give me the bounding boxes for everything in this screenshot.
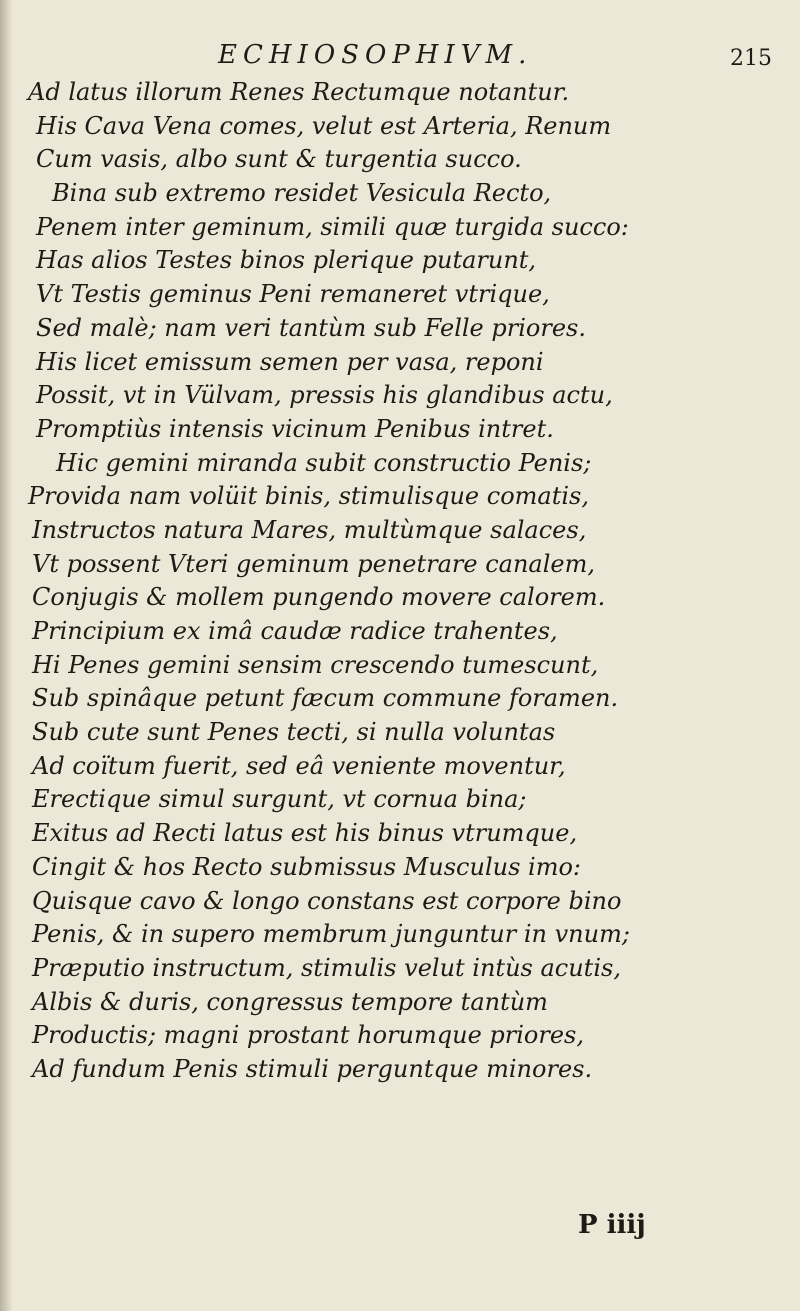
verse-line: Exitus ad Recti latus est his binus vtrumque,: [32, 819, 578, 848]
verse-line: Productis; magni prostant horumque priores,: [32, 1021, 584, 1050]
verse-line: Hic gemini miranda subit constructio Penis;: [56, 448, 592, 477]
verse-line: Albis & duris, congressus tempore tantùm: [32, 987, 548, 1016]
verse-line: Ad fundum Penis stimuli perguntque minores.: [32, 1054, 593, 1083]
binding-shadow: [0, 0, 12, 1311]
verse-line: Penis, & in supero membrum junguntur in vnum;: [32, 920, 630, 949]
verse-line: Bina sub extremo residet Vesicula Recto,: [52, 179, 552, 208]
verse-line: Possit, vt in Vülvam, pressis his glandibus actu,: [36, 381, 613, 410]
verse-line: Ad coïtum fuerit, sed eâ veniente moventur,: [32, 751, 566, 780]
verse-line: His Cava Vena comes, velut est Arteria, Renum: [36, 111, 612, 140]
running-head-title: ECHIOSOPHIVM.: [218, 40, 533, 70]
verse-line: Promptiùs intensis vicinum Penibus intret.: [36, 414, 554, 443]
verse-line: Quisque cavo & longo constans est corpore bino: [32, 886, 622, 915]
verse-body: [28, 76, 788, 1087]
verse-line: Hi Penes gemini sensim crescendo tumescunt,: [32, 650, 599, 679]
verse-line: Principium ex imâ caudæ radice trahentes,: [32, 617, 558, 645]
page-number: 215: [730, 46, 772, 71]
verse-line: Cingit & hos Recto submissus Musculus imo:: [32, 852, 581, 881]
verse-line: Vt Testis geminus Peni remaneret vtrique,: [36, 280, 550, 309]
verse-line: Instructos natura Mares, multùmque salaces,: [32, 515, 587, 544]
verse-line: Vt possent Vteri geminum penetrare canalem,: [32, 549, 595, 578]
verse-line: Sub cute sunt Penes tecti, si nulla voluntas: [32, 718, 556, 747]
verse-line: Conjugis & mollem pungendo movere calorem.: [32, 583, 606, 612]
verse-line: Sed malè; nam veri tantùm sub Felle priores.: [36, 313, 586, 342]
verse-line: Cum vasis, albo sunt & turgentia succo.: [36, 145, 522, 174]
signature-mark: P iiij: [578, 1210, 646, 1240]
verse-line: Ad latus illorum Renes Rectumque notantur.: [28, 78, 570, 106]
verse-line: Penem inter geminum, simili quæ turgida succo:: [36, 212, 629, 241]
verse-line: Præputio instructum, stimulis velut intùs acutis,: [32, 953, 621, 982]
verse-line: Sub spinâque petunt fæcum commune foramen.: [32, 684, 619, 713]
verse-line: Erectique simul surgunt, vt cornua bina;: [32, 785, 527, 814]
verse-line: His licet emissum semen per vasa, reponi: [36, 347, 544, 376]
verse-line: Provida nam volüit binis, stimulisque comatis,: [28, 482, 589, 511]
verse-line: Has alios Testes binos plerique putarunt,: [36, 246, 537, 275]
